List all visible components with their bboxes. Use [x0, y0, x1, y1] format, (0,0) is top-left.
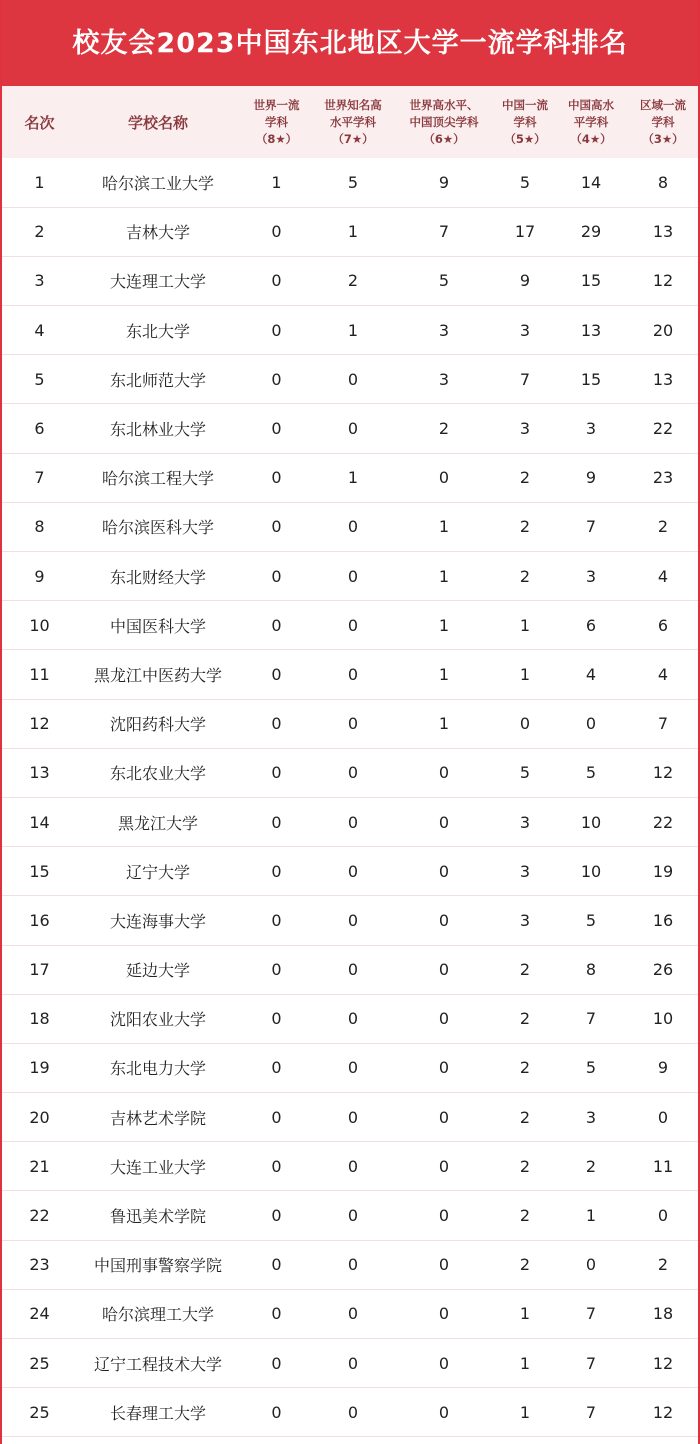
table-row	[2, 1093, 698, 1142]
school-cell: 吉林艺术学院	[109, 1108, 206, 1128]
header-line: （8★）	[255, 131, 298, 146]
header-line: 学科	[651, 114, 675, 129]
rank-cell: 14	[29, 812, 50, 832]
value-cell: 2	[657, 517, 669, 537]
value-cell: 3	[519, 419, 531, 439]
value-cell: 7	[657, 714, 669, 734]
value-cell: 0	[271, 714, 282, 734]
school-cell: 辽宁大学	[125, 862, 190, 882]
value-cell: 1	[519, 615, 531, 635]
header-line: 世界高水平、	[409, 97, 479, 112]
table-row	[2, 306, 698, 355]
header-line: 学科	[513, 114, 537, 129]
value-cell: 12	[652, 763, 674, 783]
value-cell: 5	[585, 910, 597, 930]
header-line: 世界一流	[253, 97, 300, 112]
value-cell: 1	[347, 222, 359, 242]
value-cell: 1	[347, 320, 359, 340]
value-cell: 0	[271, 960, 282, 980]
value-cell: 4	[585, 664, 597, 684]
value-cell: 15	[580, 271, 602, 291]
value-cell: 0	[271, 1304, 282, 1324]
header-line: （3★）	[642, 131, 684, 146]
value-cell: 7	[585, 1009, 597, 1029]
value-cell: 4	[657, 664, 669, 684]
value-cell: 7	[585, 1353, 597, 1373]
value-cell: 17	[514, 222, 536, 242]
value-cell: 0	[438, 1156, 450, 1176]
value-cell: 12	[652, 271, 674, 291]
value-cell: 0	[347, 1304, 359, 1324]
value-cell: 23	[652, 468, 674, 488]
rank-cell: 17	[29, 960, 50, 980]
header-line: （5★）	[504, 131, 546, 146]
value-cell: 18	[652, 1304, 674, 1324]
value-cell: 8	[585, 960, 597, 980]
value-cell: 2	[519, 960, 531, 980]
value-cell: 0	[585, 1255, 597, 1275]
value-cell: 3	[585, 566, 597, 586]
value-cell: 0	[271, 517, 282, 537]
value-cell: 3	[519, 320, 531, 340]
value-cell: 0	[347, 910, 359, 930]
value-cell: 3	[438, 369, 450, 389]
value-cell: 0	[347, 1058, 359, 1078]
value-cell: 2	[657, 1255, 669, 1275]
value-cell: 0	[347, 1009, 359, 1029]
value-cell: 0	[347, 1402, 359, 1422]
value-cell: 29	[580, 222, 602, 242]
table-row	[2, 1142, 698, 1191]
value-cell: 13	[580, 320, 602, 340]
value-cell: 5	[519, 172, 531, 192]
school-cell: 黑龙江中医药大学	[93, 665, 222, 685]
value-cell: 0	[347, 763, 359, 783]
value-cell: 0	[271, 1402, 282, 1422]
value-cell: 2	[519, 468, 531, 488]
value-cell: 5	[585, 1058, 597, 1078]
value-cell: 0	[347, 960, 359, 980]
school-cell: 沈阳农业大学	[109, 1010, 206, 1030]
table-row	[2, 404, 698, 453]
school-cell: 哈尔滨工业大学	[101, 173, 214, 193]
school-cell: 辽宁工程技术大学	[93, 1354, 222, 1374]
school-cell: 哈尔滨工程大学	[101, 469, 214, 489]
table-row	[2, 847, 698, 896]
value-cell: 0	[438, 812, 450, 832]
rank-cell: 6	[34, 419, 45, 439]
value-cell: 7	[519, 369, 531, 389]
value-cell: 3	[519, 812, 531, 832]
value-cell: 3	[585, 419, 597, 439]
header-world-first-class	[239, 86, 314, 158]
value-cell: 15	[580, 369, 602, 389]
value-cell: 0	[271, 419, 282, 439]
value-cell: 2	[519, 566, 531, 586]
value-cell: 6	[585, 615, 597, 635]
value-cell: 0	[438, 910, 450, 930]
value-cell: 0	[347, 1107, 359, 1127]
value-cell: 0	[347, 615, 359, 635]
value-cell: 7	[585, 517, 597, 537]
value-cell: 0	[438, 1255, 450, 1275]
rank-cell: 7	[34, 468, 45, 488]
school-cell: 东北林业大学	[109, 420, 206, 440]
rank-cell: 5	[34, 369, 45, 389]
value-cell: 0	[271, 615, 282, 635]
table-body	[2, 158, 698, 1437]
header-china-high-level	[554, 86, 628, 158]
value-cell: 6	[657, 615, 669, 635]
school-cell: 东北财经大学	[109, 567, 206, 587]
value-cell: 2	[519, 1058, 531, 1078]
rank-cell: 2	[34, 222, 45, 242]
rank-cell: 15	[29, 861, 50, 881]
header-line: 水平学科	[330, 114, 376, 129]
value-cell: 0	[347, 1353, 359, 1373]
value-cell: 2	[519, 517, 531, 537]
school-cell: 吉林大学	[125, 223, 190, 243]
table-row	[2, 650, 698, 699]
value-cell: 0	[585, 714, 597, 734]
value-cell: 1	[347, 468, 359, 488]
table-row	[2, 797, 698, 846]
value-cell: 0	[271, 222, 282, 242]
value-cell: 14	[580, 172, 602, 192]
header-rank: 名次	[24, 113, 55, 132]
value-cell: 5	[585, 763, 597, 783]
header-line: （7★）	[332, 131, 374, 146]
table-header	[2, 86, 698, 158]
value-cell: 0	[271, 271, 282, 291]
value-cell: 0	[657, 1107, 669, 1127]
rank-cell: 16	[29, 910, 50, 930]
table-row	[2, 502, 698, 551]
value-cell: 0	[519, 714, 531, 734]
header-line: 中国一流	[502, 97, 548, 112]
table-row	[2, 896, 698, 945]
value-cell: 9	[438, 172, 450, 192]
value-cell: 0	[271, 1058, 282, 1078]
value-cell: 0	[347, 714, 359, 734]
rank-cell: 10	[29, 615, 50, 635]
rank-cell: 25	[29, 1402, 50, 1422]
header-line: 学科	[265, 114, 288, 129]
value-cell: 0	[438, 861, 450, 881]
header-world-renowned	[314, 86, 392, 158]
value-cell: 13	[652, 369, 674, 389]
rank-cell: 23	[29, 1255, 50, 1275]
school-cell: 东北农业大学	[109, 764, 206, 784]
rank-cell: 13	[29, 763, 50, 783]
value-cell: 7	[585, 1402, 597, 1422]
school-cell: 长春理工大学	[109, 1403, 206, 1423]
school-cell: 大连工业大学	[109, 1157, 206, 1177]
value-cell: 1	[438, 714, 450, 734]
header-line: （6★）	[423, 131, 465, 146]
value-cell: 0	[271, 320, 282, 340]
value-cell: 1	[519, 664, 531, 684]
value-cell: 12	[652, 1353, 674, 1373]
table-row	[2, 158, 698, 207]
header-china-first-class	[496, 86, 554, 158]
value-cell: 0	[438, 1058, 450, 1078]
table-row	[2, 256, 698, 305]
table-row	[2, 1289, 698, 1338]
value-cell: 0	[438, 1402, 450, 1422]
value-cell: 0	[271, 812, 282, 832]
value-cell: 5	[438, 271, 450, 291]
value-cell: 1	[438, 664, 450, 684]
table-row	[2, 552, 698, 601]
header-line: （4★）	[570, 131, 612, 146]
value-cell: 1	[438, 517, 450, 537]
value-cell: 0	[438, 1304, 450, 1324]
rank-cell: 4	[34, 320, 45, 340]
table-row	[2, 945, 698, 994]
value-cell: 1	[585, 1206, 597, 1226]
value-cell: 20	[652, 320, 674, 340]
school-cell: 东北大学	[125, 321, 190, 341]
table-row	[2, 453, 698, 502]
value-cell: 0	[347, 1206, 359, 1226]
header-world-high-level	[392, 86, 496, 158]
value-cell: 0	[657, 1206, 669, 1226]
value-cell: 0	[271, 1156, 282, 1176]
table-row	[2, 1043, 698, 1092]
table-row	[2, 1240, 698, 1289]
value-cell: 1	[519, 1353, 531, 1373]
value-cell: 0	[271, 566, 282, 586]
value-cell: 22	[652, 419, 674, 439]
value-cell: 7	[585, 1304, 597, 1324]
value-cell: 9	[585, 468, 597, 488]
value-cell: 5	[519, 763, 531, 783]
table-row	[2, 601, 698, 650]
value-cell: 2	[347, 271, 359, 291]
rank-cell: 3	[34, 271, 45, 291]
header-line: 平学科	[573, 114, 609, 129]
school-cell: 黑龙江大学	[117, 813, 198, 833]
table-row	[2, 1191, 698, 1240]
value-cell: 0	[347, 517, 359, 537]
value-cell: 2	[519, 1206, 531, 1226]
value-cell: 10	[652, 1009, 674, 1029]
value-cell: 0	[438, 1206, 450, 1226]
value-cell: 3	[438, 320, 450, 340]
value-cell: 2	[519, 1009, 531, 1029]
value-cell: 1	[519, 1304, 531, 1324]
value-cell: 1	[438, 615, 450, 635]
school-cell: 哈尔滨医科大学	[101, 518, 214, 538]
value-cell: 1	[438, 566, 450, 586]
rank-cell: 8	[34, 517, 45, 537]
table-row	[2, 207, 698, 256]
value-cell: 0	[271, 910, 282, 930]
rank-cell: 9	[34, 566, 45, 586]
value-cell: 0	[438, 1353, 450, 1373]
header-line: 区域一流	[640, 97, 686, 112]
value-cell: 0	[271, 763, 282, 783]
rank-cell: 12	[29, 714, 50, 734]
header-line: 中国顶尖学科	[409, 114, 479, 129]
value-cell: 0	[347, 664, 359, 684]
table-row	[2, 748, 698, 797]
rank-cell: 11	[29, 664, 50, 684]
school-cell: 鲁迅美术学院	[109, 1207, 206, 1227]
value-cell: 0	[347, 1255, 359, 1275]
value-cell: 12	[652, 1402, 674, 1422]
value-cell: 11	[652, 1156, 674, 1176]
value-cell: 9	[519, 271, 531, 291]
table-row	[2, 1339, 698, 1388]
school-cell: 大连理工大学	[109, 272, 206, 292]
rank-cell: 20	[29, 1107, 50, 1127]
school-cell: 延边大学	[125, 961, 190, 981]
value-cell: 2	[438, 419, 450, 439]
page-title: 校友会2023中国东北地区大学一流学科排名	[2, 0, 698, 86]
value-cell: 0	[271, 369, 282, 389]
header-row	[2, 86, 698, 158]
value-cell: 0	[347, 812, 359, 832]
rank-cell: 21	[29, 1156, 50, 1176]
value-cell: 2	[519, 1107, 531, 1127]
value-cell: 0	[347, 861, 359, 881]
school-cell: 沈阳药科大学	[109, 715, 206, 735]
school-cell: 中国医科大学	[109, 616, 206, 636]
value-cell: 7	[438, 222, 450, 242]
value-cell: 0	[347, 369, 359, 389]
value-cell: 0	[347, 566, 359, 586]
value-cell: 0	[438, 1107, 450, 1127]
ranking-table	[2, 86, 698, 1437]
value-cell: 0	[271, 1206, 282, 1226]
rank-cell: 25	[29, 1353, 50, 1373]
value-cell: 0	[271, 861, 282, 881]
value-cell: 3	[519, 910, 531, 930]
school-cell: 中国刑事警察学院	[93, 1256, 222, 1276]
rank-cell: 19	[29, 1058, 50, 1078]
table-row	[2, 994, 698, 1043]
value-cell: 0	[271, 1353, 282, 1373]
value-cell: 19	[652, 861, 674, 881]
value-cell: 5	[347, 172, 359, 192]
table-row	[2, 699, 698, 748]
table-row	[2, 355, 698, 404]
value-cell: 1	[519, 1402, 531, 1422]
value-cell: 0	[438, 1009, 450, 1029]
header-line: 世界知名高	[324, 97, 382, 112]
value-cell: 3	[519, 861, 531, 881]
value-cell: 4	[657, 566, 669, 586]
value-cell: 10	[580, 861, 602, 881]
value-cell: 2	[585, 1156, 597, 1176]
value-cell: 16	[652, 910, 674, 930]
value-cell: 0	[347, 419, 359, 439]
value-cell: 22	[652, 812, 674, 832]
value-cell: 0	[271, 468, 282, 488]
school-cell: 大连海事大学	[109, 911, 206, 931]
value-cell: 0	[271, 1255, 282, 1275]
value-cell: 0	[438, 763, 450, 783]
value-cell: 3	[585, 1107, 597, 1127]
value-cell: 0	[271, 1107, 282, 1127]
value-cell: 2	[519, 1255, 531, 1275]
value-cell: 2	[519, 1156, 531, 1176]
header-line: 中国高水	[568, 97, 614, 112]
rank-cell: 18	[29, 1009, 50, 1029]
rank-cell: 22	[29, 1206, 50, 1226]
value-cell: 0	[438, 960, 450, 980]
school-cell: 东北师范大学	[109, 370, 206, 390]
value-cell: 10	[580, 812, 602, 832]
value-cell: 0	[347, 1156, 359, 1176]
school-cell: 哈尔滨理工大学	[101, 1305, 214, 1325]
value-cell: 1	[271, 172, 282, 192]
value-cell: 8	[657, 172, 669, 192]
value-cell: 26	[652, 960, 674, 980]
value-cell: 0	[271, 664, 282, 684]
table-row	[2, 1388, 698, 1437]
rank-cell: 24	[29, 1304, 50, 1324]
school-cell: 东北电力大学	[109, 1059, 206, 1079]
rank-cell: 1	[34, 172, 45, 192]
value-cell: 9	[657, 1058, 669, 1078]
value-cell: 0	[438, 468, 450, 488]
header-school: 学校名称	[127, 113, 188, 132]
value-cell: 13	[652, 222, 674, 242]
value-cell: 0	[271, 1009, 282, 1029]
header-regional-first-class	[628, 86, 698, 158]
